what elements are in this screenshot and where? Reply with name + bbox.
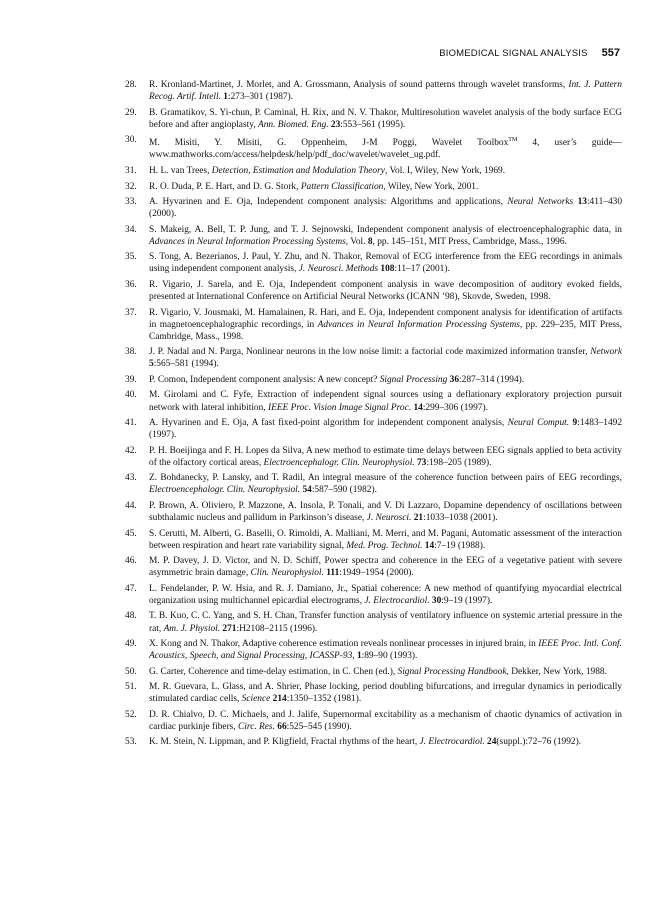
reference-text	[149, 80, 622, 102]
reference-text-segment: D. R. Chialvo, D. C. Michaels, and J. Jalife, Supernormal excitability as a mechanism of chaotic dynamics of activation in cardiac purkinje fibers,	[149, 709, 622, 732]
reference-text-segment: R. O. Duda, P. E. Hart, and D. G. Stork,	[149, 181, 301, 192]
reference-source-title: Clin. Neurophysiol.	[250, 568, 324, 579]
reference-source-title: IEEE Proc. Vision Image Signal Proc.	[268, 402, 412, 413]
reference-item	[125, 555, 622, 579]
reference-number: 39.	[125, 374, 137, 385]
reference-source-title: Ann. Biomed. Eng.	[257, 119, 329, 130]
reference-volume: 24	[487, 737, 497, 748]
reference-volume: 214	[272, 694, 287, 705]
running-header	[120, 47, 620, 59]
reference-text-segment: R. Kronland-Martinet, J. Morlet, and A. Grossmann, Analysis of sound patterns through wavelet transforms,	[149, 80, 569, 90]
reference-text	[149, 375, 524, 385]
reference-source-title: Am. J. Physiol.	[163, 623, 221, 634]
reference-number: 46.	[125, 556, 137, 567]
reference-text	[149, 166, 505, 176]
reference-text	[149, 501, 622, 523]
reference-number: 32.	[125, 181, 137, 192]
reference-text-segment: (suppl.):72–76 (1992).	[496, 737, 582, 748]
reference-text-segment: :H2108–2115 (1996).	[236, 623, 318, 634]
reference-item	[125, 610, 622, 634]
reference-text-segment: :565–581 (1994).	[153, 359, 219, 370]
reference-item	[125, 224, 622, 248]
reference-text-segment: A. Hyvarinen and E. Oja, Independent component analysis: Algorithms and applications,	[149, 197, 508, 208]
reference-number: 45.	[125, 528, 137, 539]
reference-source-title: J. Neurosci. Methods	[298, 264, 379, 275]
reference-text-segment: R. Vigario, V. Jousmaki, M. Hamalainen, R. Hari, and E. Oja, Independent component analysis for identification of artifacts in magnetoencephalographic recordings, in	[149, 307, 622, 330]
reference-text-segment: T. B. Kuo, C. C. Yang, and S. H. Chan, Transfer function analysis of ventilatory influence on systemic arterial pressure in the rat,	[149, 611, 622, 634]
reference-text-segment: Z. Bohdanecky, P. Lansky, and T. Radil, An integral measure of the coherence function between pairs of EEG recordings,	[149, 473, 622, 484]
reference-text	[149, 347, 622, 369]
reference-volume: 36	[449, 374, 460, 385]
reference-item	[125, 107, 622, 131]
reference-text	[149, 737, 581, 747]
reference-item	[125, 134, 622, 161]
reference-text-segment: R. Vigario, J. Sarela, and E. Oja, Independent component analysis in wave decomposition of auditory evoked fields, presented at International Conference on Artificial Neural Networks (ICANN ’98), Skovde, Sweden, 1998.	[149, 279, 622, 303]
reference-text-segment: P. Comon, Independent component analysis: A new concept?	[149, 374, 380, 385]
reference-text	[149, 667, 607, 677]
reference-source-title: J. Electrocardiol.	[419, 737, 485, 748]
reference-text-segment: S. Tong, A. Bezerianos, J. Paul, Y. Zhu, and N. Thakor, Removal of ECG interference from the EEG recordings in animals using independent component analysis,	[149, 252, 622, 275]
reference-text-segment: L. Fendelander, P. W. Hsia, and R. J. Damiano, Jr., Spatial coherence: A new method of quantifying myocardial electrical organization using multichannel epicardial electrograms,	[149, 583, 622, 606]
reference-volume: 5	[149, 359, 154, 370]
reference-source-title: Int. J. Pattern Recog. Artif. Intell.	[149, 80, 622, 103]
reference-volume: 13	[577, 197, 587, 208]
reference-text	[149, 473, 622, 495]
reference-number: 36.	[125, 279, 137, 290]
reference-item	[125, 500, 622, 524]
reference-number: 34.	[125, 224, 137, 235]
reference-item	[125, 79, 622, 103]
reference-text-segment: , Dekker, New York, 1988.	[506, 666, 607, 677]
reference-item	[125, 279, 622, 303]
reference-text-segment: M. Misiti, Y. Misiti, G. Oppenheim, J-M Poggi, Wavelet Toolbox	[149, 138, 509, 149]
reference-item	[125, 165, 622, 177]
reference-text-segment: :1350–1352 (1981).	[286, 694, 362, 705]
section-title: BIOMEDICAL SIGNAL ANALYSIS	[439, 48, 588, 59]
reference-source-title: Signal Processing	[379, 374, 448, 385]
reference-volume: 1	[223, 92, 228, 103]
reference-text-segment: X. Kong and N. Thakor, Adaptive coherence estimation reveals nonlinear processes in injured brain, in	[149, 639, 539, 650]
reference-text-segment: :553–561 (1995).	[340, 119, 406, 130]
reference-text-segment: G. Carter, Coherence and time-delay estimation, in C. Chen (ed.),	[149, 666, 398, 677]
reference-source-title: J. Electrocardiol.	[364, 595, 430, 606]
reference-text-segment: ,	[352, 651, 357, 662]
reference-number: 41.	[125, 418, 137, 429]
reference-text-segment: :299–306 (1997).	[422, 402, 488, 413]
reference-volume: 66	[277, 721, 287, 732]
reference-text	[149, 556, 622, 578]
reference-text	[149, 225, 622, 247]
reference-text-segment: J. P. Nadal and N. Parga, Nonlinear neurons in the low noise limit: a factorial code maximized information transfer,	[149, 347, 591, 358]
reference-text-segment: , pp. 229–235, MIT Press, Cambridge, Mass., 1998.	[149, 319, 622, 342]
reference-source-title: Science	[241, 694, 271, 705]
reference-text-segment: M. R. Guevara, L. Glass, and A. Shrier, Phase locking, period doubling bifurcations, and irregular dynamics in periodically stimulated cardiac cells,	[149, 682, 622, 705]
reference-number: 31.	[125, 166, 137, 176]
reference-item	[125, 181, 622, 193]
reference-number: 47.	[125, 583, 137, 594]
reference-source-title: Circ. Res.	[238, 721, 275, 732]
reference-item	[125, 666, 622, 678]
reference-text	[149, 252, 622, 274]
reference-number: 43.	[125, 473, 137, 484]
reference-source-title: Signal Processing Handbook	[397, 666, 507, 677]
reference-volume: 271	[222, 623, 237, 634]
reference-volume: 1	[356, 651, 362, 662]
reference-text-segment: :89–90 (1993).	[361, 651, 418, 662]
reference-volume: 8	[367, 236, 373, 247]
reference-volume: 21	[413, 513, 424, 524]
reference-source-title: Electroencephalogr. Clin. Neurophysiol.	[149, 485, 301, 496]
reference-text	[149, 182, 478, 192]
reference-item	[125, 681, 622, 705]
reference-text-segment: , Vol.	[345, 236, 368, 247]
reference-source-title: J. Neurosci.	[366, 513, 412, 524]
reference-text-segment: H. L. van Trees,	[149, 166, 212, 176]
reference-number: 44.	[125, 500, 137, 511]
reference-text-segment: K. M. Stein, N. Lippman, and P. Kligfield, Fractal rhythms of the heart,	[149, 737, 420, 748]
reference-number: 51.	[125, 682, 137, 693]
reference-volume: 14	[413, 402, 423, 413]
page-number: 557	[601, 47, 620, 59]
reference-text-segment: :411–430 (2000).	[149, 197, 623, 220]
reference-text	[149, 639, 622, 661]
reference-number: 40.	[125, 390, 137, 401]
reference-number: 38.	[125, 347, 137, 358]
reference-source-title: Neural Networks	[507, 197, 574, 208]
reference-source-title: Detection, Estimation and Modulation Theory	[211, 166, 385, 176]
reference-text-segment: :11–17 (2001).	[394, 264, 450, 275]
reference-text	[149, 197, 622, 219]
reference-text-segment: , Vol. I, Wiley, New York, 1969.	[384, 166, 506, 176]
reference-volume: 73	[416, 457, 427, 468]
reference-text-segment: P. Brown, A. Oliviero, P. Mazzone, A. Insola, P. Tonali, and V. Di Lazzaro, Dopamine dependency of oscillations between subthalamic nucleus and pallidum in Parkinson’s disease,	[149, 500, 622, 524]
reference-item	[125, 472, 622, 496]
trademark-mark: TM	[508, 137, 518, 144]
reference-item	[125, 374, 622, 386]
reference-number: 30.	[125, 135, 137, 146]
reference-text	[149, 710, 622, 732]
reference-text-segment: :1033–1038 (2001).	[423, 513, 498, 524]
reference-source-title: Pattern Classification	[300, 181, 384, 192]
reference-text	[149, 390, 622, 412]
reference-source-title: Neural Comput.	[507, 418, 570, 429]
reference-text	[149, 418, 622, 440]
reference-item	[125, 346, 622, 370]
reference-text	[149, 308, 622, 342]
reference-number: 53.	[125, 737, 137, 748]
reference-number: 29.	[125, 107, 137, 118]
reference-text	[149, 529, 622, 551]
reference-text-segment: B. Gramatikov, S. Yi-chun, P. Caminal, H. Rix, and N. V. Thakor, Multiresolution wavelet analysis of the body surface ECG before and after angioplasty,	[149, 107, 622, 130]
reference-number: 49.	[125, 639, 137, 650]
reference-text-segment: M. Girolami and C. Fyfe, Extraction of independent signal sources using a deflationary exploratory projection pursuit network with lateral inhibition,	[149, 390, 622, 413]
reference-number: 35.	[125, 252, 137, 263]
reference-volume: 14	[424, 540, 435, 551]
reference-volume: 111	[326, 568, 340, 579]
reference-number: 37.	[125, 307, 137, 318]
reference-number: 33.	[125, 197, 137, 208]
reference-source-title: IEEE Proc. Intl. Conf. Acoustics, Speech, and Signal Processing, ICASSP-93	[149, 639, 622, 662]
reference-text-segment: M. P. Davey, J. D. Victor, and N. D. Schiff, Power spectra and coherence in the EEG of a vegetative patient with severe asymmetric brain damage,	[149, 556, 622, 579]
reference-text	[149, 108, 622, 130]
reference-item	[125, 251, 622, 275]
reference-item	[125, 528, 622, 552]
reference-number: 48.	[125, 611, 137, 622]
reference-volume: 54	[302, 485, 312, 496]
reference-source-title: Network	[590, 347, 622, 358]
reference-number: 52.	[125, 709, 137, 720]
reference-text	[149, 611, 622, 633]
reference-source-title: Advances in Neural Information Processing Systems	[149, 236, 346, 247]
reference-text-segment: S. Cerutti, M. Alberti, G. Baselli, O. Rimoldi, A. Malliani, M. Merri, and M. Pagani, Automatic assessment of the interaction between respiration and heart rate variability signal,	[149, 528, 622, 551]
reference-volume: 30	[431, 595, 442, 606]
reference-item	[125, 307, 622, 343]
reference-text-segment: A. Hyvarinen and E. Oja, A fast fixed-point algorithm for independent component analysis,	[149, 418, 508, 429]
reference-item	[125, 709, 622, 733]
reference-item	[125, 445, 622, 469]
reference-text-segment: :587–590 (1982).	[311, 485, 377, 496]
reference-item	[125, 583, 622, 607]
reference-text	[149, 280, 622, 302]
reference-text-segment: :1483–1492 (1997).	[149, 418, 623, 441]
reference-text	[149, 138, 622, 160]
reference-text-segment: :1949–1954 (2000).	[339, 568, 414, 579]
reference-number: 50.	[125, 666, 137, 677]
reference-item	[125, 196, 622, 220]
reference-text-segment: 4, user’s guide—www.mathworks.com/access/helpdesk/help/pdf_doc/wavelet/wavelet_ug.pdf.	[149, 138, 622, 161]
reference-source-title: Advances in Neural Information Processing Systems	[317, 319, 520, 330]
reference-text-segment: :198–205 (1989).	[426, 457, 492, 468]
reference-text-segment: :273–301 (1987).	[227, 92, 294, 103]
reference-text-segment: :7–19 (1988).	[434, 540, 486, 551]
reference-text-segment: :287–314 (1994).	[459, 374, 525, 385]
reference-number: 28.	[125, 80, 137, 90]
reference-text-segment: :525–545 (1990).	[286, 721, 352, 732]
reference-source-title: Med. Prog. Technol.	[346, 540, 423, 551]
reference-number: 42.	[125, 445, 137, 456]
reference-text-segment: , Wiley, New York, 2001.	[383, 181, 479, 192]
reference-text	[149, 584, 622, 606]
reference-source-title: Electroencephalogr. Clin. Neurophysiol.	[263, 457, 415, 468]
reference-text-segment: :9–19 (1997).	[441, 595, 493, 606]
reference-text	[149, 682, 622, 704]
reference-volume: 9	[572, 418, 578, 429]
reference-text-segment: , pp. 145–151, MIT Press, Cambridge, Mass., 1996.	[372, 236, 567, 247]
reference-text-segment: S. Makeig, A. Bell, T. P. Jung, and T. J. Sejnowski, Independent component analysis of electroencephalographic data, in	[149, 224, 622, 235]
reference-text-segment: P. H. Boeijinga and F. H. Lopes da Silva, A new method to estimate time delays between EEG signals applied to beta activity of the olfactory cortical areas,	[149, 445, 622, 468]
reference-list	[125, 79, 622, 752]
reference-volume: 23	[330, 119, 341, 130]
reference-volume: 108	[380, 264, 395, 275]
reference-item	[125, 417, 622, 441]
reference-item	[125, 736, 622, 748]
reference-item	[125, 389, 622, 413]
reference-text	[149, 446, 622, 468]
reference-item	[125, 638, 622, 662]
